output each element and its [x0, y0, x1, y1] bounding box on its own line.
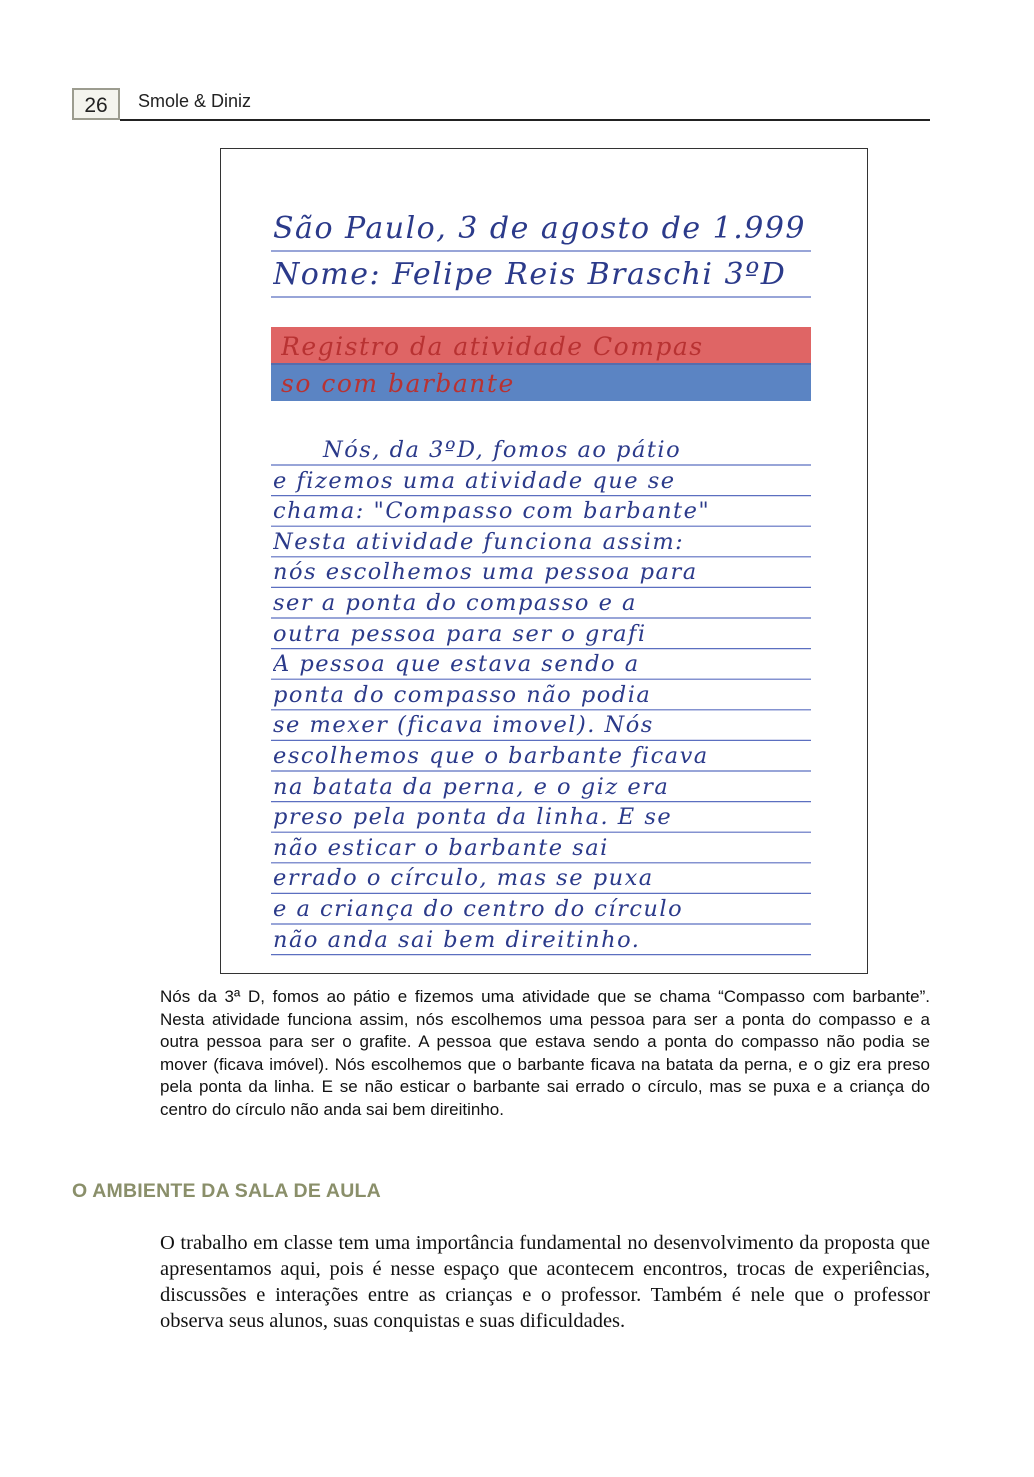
handwritten-body-line: e a criança do centro do círculo	[273, 896, 684, 922]
handwritten-body-line: ponta do compasso não podia	[273, 681, 652, 708]
handwritten-sheet-scan	[220, 148, 868, 974]
handwritten-body-line: e fizemos uma atividade que se	[273, 467, 676, 494]
handwritten-title-line: so com barbante	[281, 369, 515, 398]
handwritten-title-line: Registro da atividade Compas	[281, 332, 704, 361]
handwritten-body-line: não anda sai bem direitinho.	[273, 926, 641, 953]
handwritten-body-line: não esticar o barbante sai	[273, 834, 609, 861]
handwritten-body-line: A pessoa que estava sendo a	[273, 651, 640, 678]
caption-text: Nós da 3ª D, fomos ao pátio e fizemos uma atividade que se chama “Compasso com barbante”. Nesta atividade funciona assim, nós escolhemos uma pessoa para ser a ponta do compasso e a outra pessoa para ser o grafite. A pessoa que estava sendo a ponta do compasso não podia se mover (ficava imóvel). Nós escolhemos que o barbante ficava na batata da perna, e o giz era preso pela ponta da linha. E se não esticar o barbante sai errado o círculo, mas se puxa e a criança do centro do círculo não anda sai bem direitinho.	[160, 987, 930, 1119]
handwritten-body-line: Nós, da 3ºD, fomos ao pátio	[323, 437, 682, 463]
handwritten-body-line: Nesta atividade funciona assim:	[273, 528, 685, 555]
handwritten-body-line: errado o círculo, mas se puxa	[273, 865, 654, 892]
handwritten-body-line: na batata da perna, e o giz era	[273, 773, 670, 800]
page-number: 26	[72, 88, 120, 120]
handwritten-body-line: escolhemos que o barbante ficava	[273, 743, 709, 769]
figure-caption	[160, 986, 930, 1122]
handwritten-heading-line: São Paulo, 3 de agosto de 1.999	[273, 211, 807, 246]
section-heading: O AMBIENTE DA SALA DE AULA	[72, 1180, 381, 1202]
paragraph-text: O trabalho em classe tem uma importância fundamental no desenvolvimento da proposta que apresentamos aqui, pois é nesse espaço que acontecem encontros, trocas de experiências, discussões e interações entre as crianças e o professor. Também é nele que o professor observa seus alunos, suas conquistas e suas dificuldades.	[160, 1232, 930, 1332]
handwritten-body-line: chama: "Compasso com barbante"	[273, 498, 711, 525]
handwritten-body-line: ser a ponta do compasso e a	[273, 590, 637, 616]
handwritten-body-line: outra pessoa para ser o grafi	[273, 620, 647, 647]
handwritten-heading-line: Nome: Felipe Reis Braschi 3ºD	[273, 257, 787, 292]
page-header	[72, 88, 930, 122]
body-paragraph	[160, 1230, 930, 1334]
handwritten-body-line: preso pela ponta da linha. E se	[273, 804, 673, 831]
handwritten-body-line: se mexer (ficava imovel). Nós	[273, 712, 654, 739]
header-rule	[120, 119, 930, 121]
handwritten-body-line: nós escolhemos uma pessoa para	[273, 559, 698, 586]
running-head: Smole & Diniz	[138, 91, 252, 111]
